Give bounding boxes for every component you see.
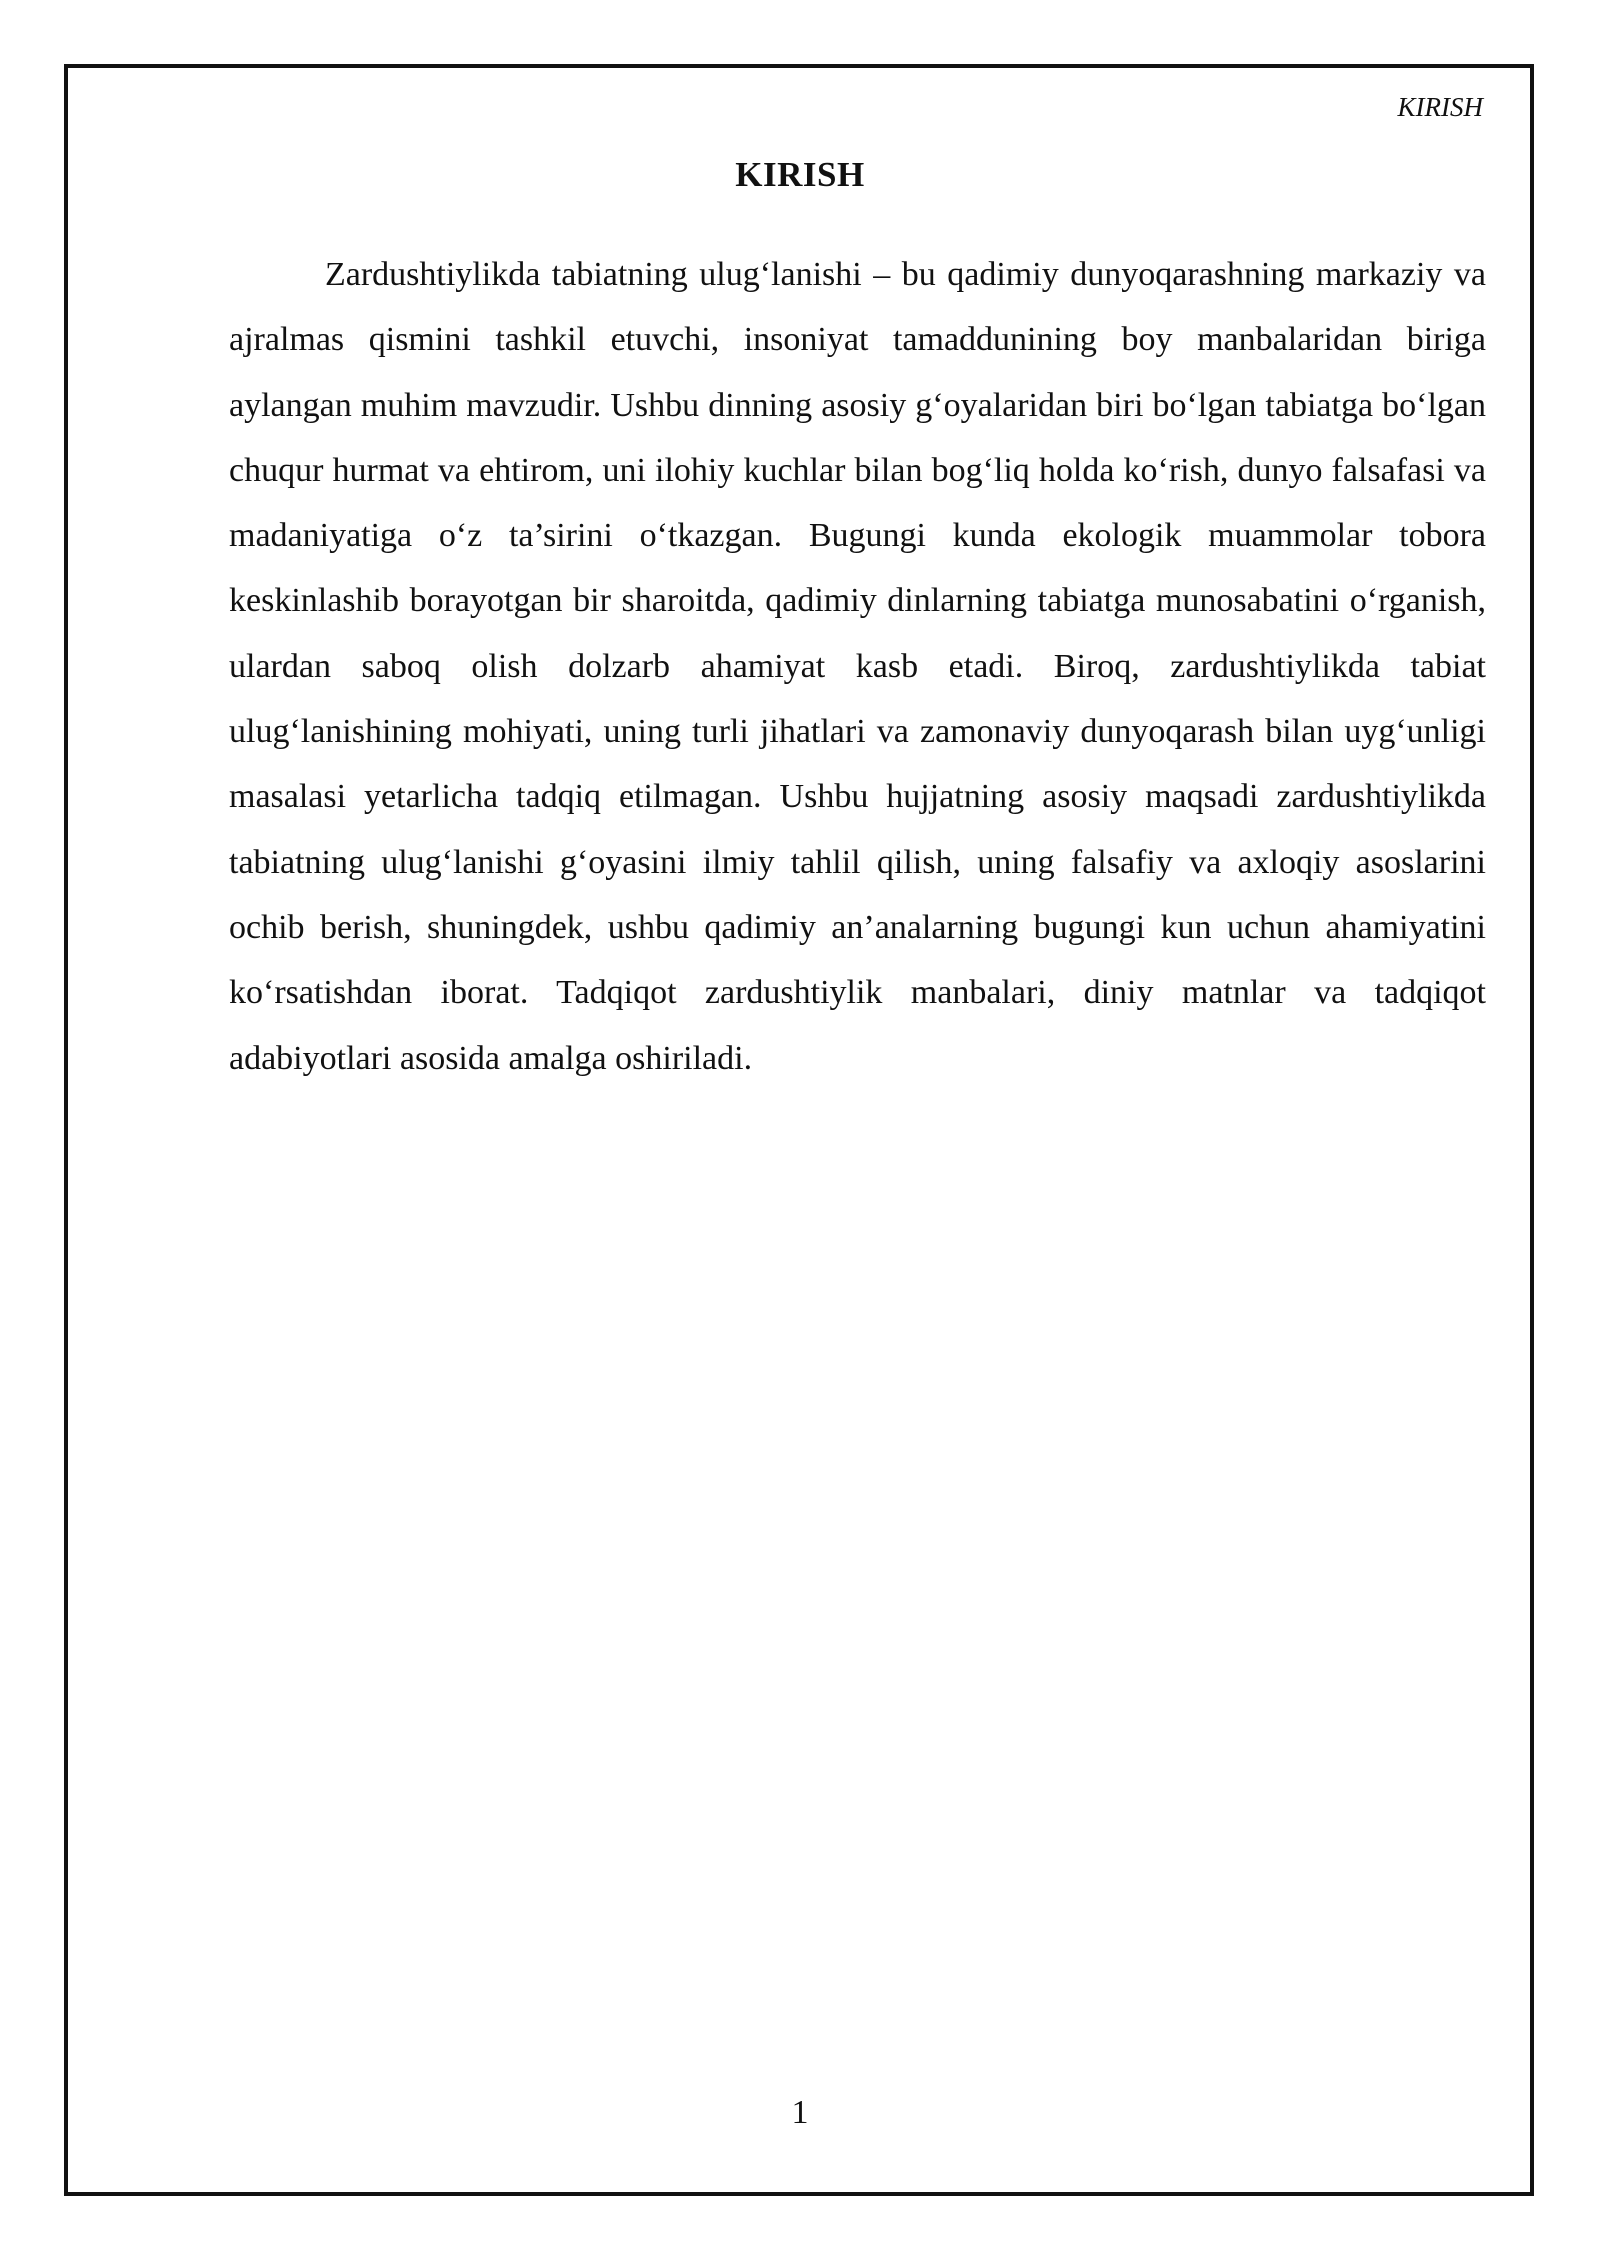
body-paragraph: Zardushtiylikda tabiatning ulug‘lanishi – bu qadimiy dunyoqarashning markaziy va ajralmas qismini tashkil etuvchi, insoniyat tamaddunining boy manbalaridan biriga aylangan muhim mavzudir. Ushbu dinning asosiy g‘oyalaridan biri bo‘lgan tabiatga bo‘lgan chuqur hurmat va ehtirom, uni ilohiy kuchlar bilan bog‘liq holda ko‘rish, dunyo falsafasi va madaniyatiga o‘z ta’sirini o‘tkazgan. Bugungi kunda ekologik muammolar tobora keskinlashib borayotgan bir sharoitda, qadimiy dinlarning tabiatga munosabatini o‘rganish, ulardan saboq olish dolzarb ahamiyat kasb etadi. Biroq, zardushtiylikda tabiat ulug‘lanishining mohiyati, uning turli jihatlari va zamonaviy dunyoqarash bilan uyg‘unligi masalasi yetarlicha tadqiq etilmagan. Ushbu hujjatning asosiy maqsadi zardushtiylikda tabiatning ulug‘lanishi g‘oyasini ilmiy tahlil qilish, uning falsafiy va axloqiy asoslarini ochib berish, shuningdek, ushbu qadimiy an’analarning bugungi kun uchun ahamiyatini ko‘rsatishdan iborat. Tadqiqot zardushtiylik manbalari, diniy matnlar va tadqiqot adabiyotlari asosida amalga oshiriladi. bbox=[229, 256, 1486, 1077]
running-header: KIRISH bbox=[1397, 92, 1483, 122]
chapter-title: KIRISH bbox=[735, 155, 865, 194]
page-number: 1 bbox=[791, 2094, 809, 2131]
